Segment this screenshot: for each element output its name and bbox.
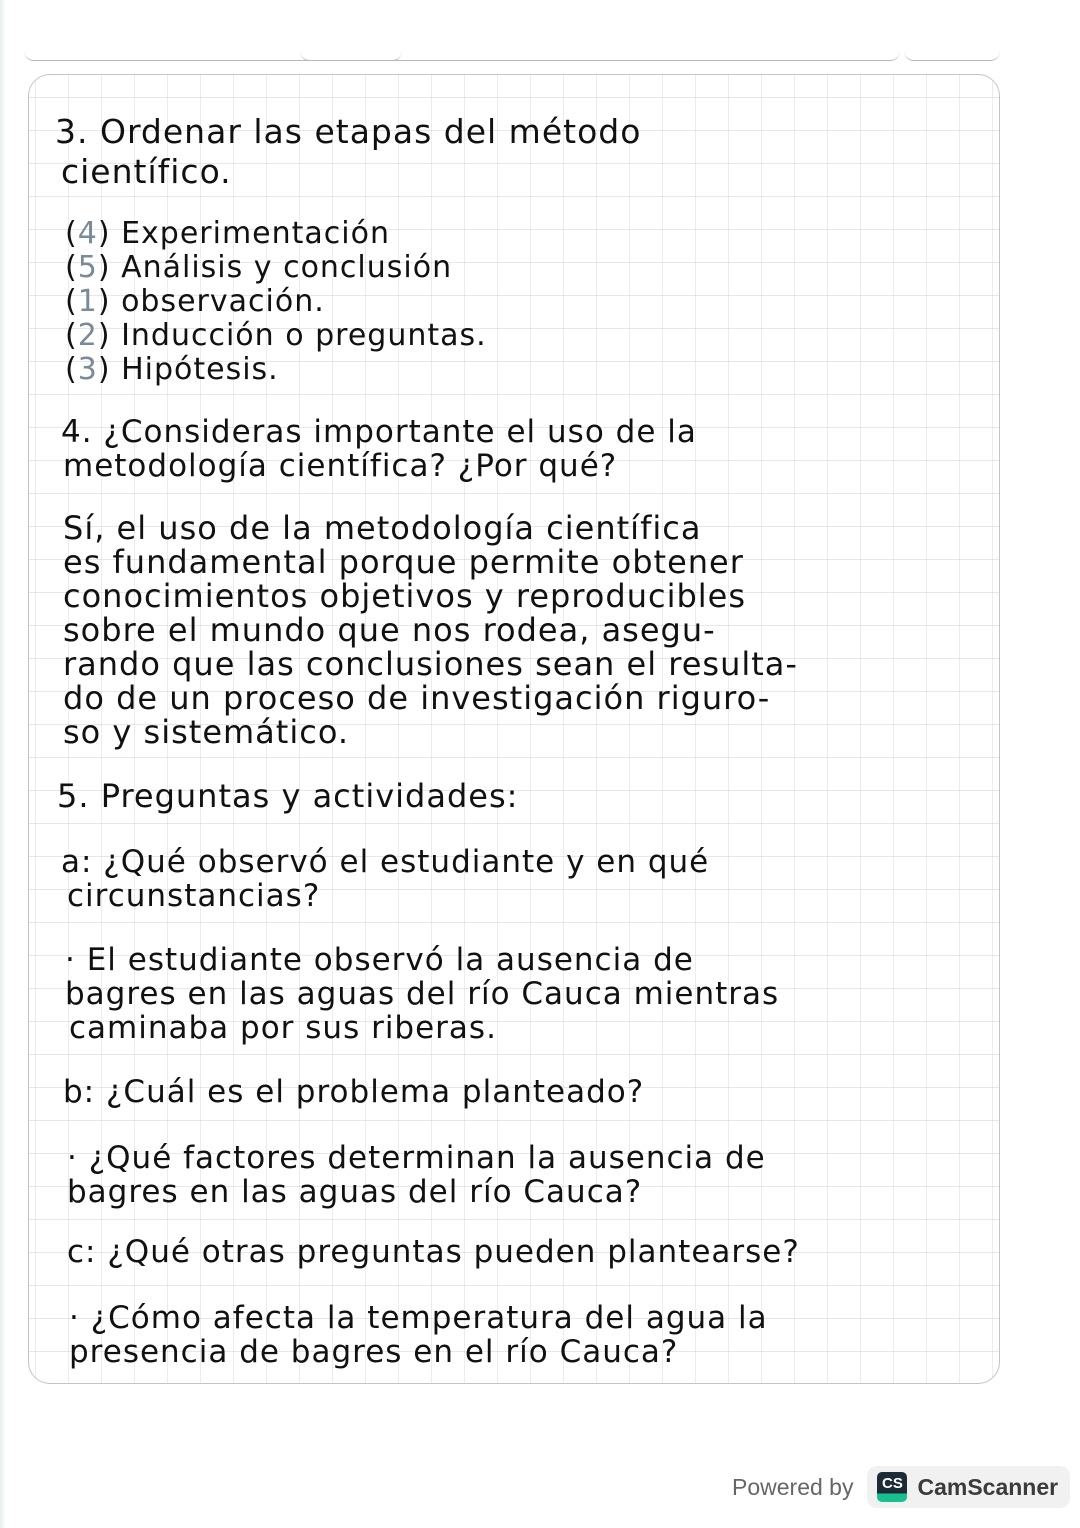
- answer-line: es fundamental porque permite obtener: [63, 543, 744, 581]
- answer-line: rando que las conclusiones sean el resulta-: [63, 645, 798, 683]
- camscanner-brand: CamScanner: [917, 1473, 1059, 1500]
- notebook-page: [28, 74, 1000, 1384]
- item-number: 3: [77, 352, 98, 387]
- list-item: (5) Análisis y conclusión: [65, 250, 453, 285]
- part-b-question: b: ¿Cuál es el problema planteado?: [63, 1074, 645, 1110]
- tab-divider: [904, 38, 1000, 61]
- answer-line: do de un proceso de investigación riguro-: [63, 679, 771, 717]
- camscanner-logo-icon: CS: [877, 1472, 907, 1502]
- part-a-question-line1: a: ¿Qué observó el estudiante y en qué: [61, 844, 710, 880]
- answer-line: Sí, el uso de la metodología científica: [63, 509, 702, 547]
- answer-line: · ¿Cómo afecta la temperatura del agua la: [69, 1300, 768, 1336]
- powered-by-label: Powered by: [732, 1473, 854, 1500]
- list-item: (2) Inducción o preguntas.: [65, 318, 487, 353]
- item-label: Experimentación: [121, 216, 390, 251]
- answer-line: so y sistemático.: [63, 713, 349, 751]
- item-label: observación.: [121, 284, 325, 319]
- answer-line: bagres en las aguas del río Cauca?: [67, 1174, 643, 1210]
- answer-line: presencia de bagres en el río Cauca?: [69, 1334, 679, 1370]
- camscanner-badge: [867, 1466, 1070, 1508]
- list-item: (1) observación.: [65, 284, 325, 319]
- item-label: Análisis y conclusión: [121, 250, 453, 285]
- tab-divider: [300, 38, 900, 61]
- list-item: (3) Hipótesis.: [65, 352, 279, 387]
- part-a-question-line2: circunstancias?: [67, 878, 321, 914]
- answer-line: sobre el mundo que nos rodea, asegu-: [63, 611, 716, 649]
- section5-title: 5. Preguntas y actividades:: [57, 777, 519, 815]
- item-label: Inducción o preguntas.: [121, 318, 487, 353]
- section3-title-line2: científico.: [61, 152, 232, 191]
- part-c-question: c: ¿Qué otras preguntas pueden plantearse?: [67, 1234, 800, 1270]
- answer-line: bagres en las aguas del río Cauca mientras: [65, 976, 780, 1012]
- item-number: 4: [77, 216, 98, 251]
- answer-line: · ¿Qué factores determinan la ausencia de: [67, 1140, 766, 1176]
- section4-question-line1: 4. ¿Consideras importante el uso de la: [61, 414, 697, 450]
- camscanner-watermark: [732, 1466, 1070, 1508]
- item-number: 5: [77, 250, 98, 285]
- notebook-top-tabs: [24, 38, 1024, 78]
- item-number: 2: [77, 318, 98, 353]
- item-label: Hipótesis.: [121, 352, 279, 387]
- answer-line: · El estudiante observó la ausencia de: [65, 942, 694, 978]
- list-item: (4) Experimentación: [65, 216, 390, 251]
- answer-line: caminaba por sus riberas.: [69, 1010, 497, 1046]
- scan-left-edge: [0, 0, 6, 1528]
- answer-line: conocimientos objetivos y reproducibles: [63, 577, 747, 615]
- item-number: 1: [77, 284, 98, 319]
- section3-title-line1: 3. Ordenar las etapas del método: [55, 112, 642, 151]
- section4-question-line2: metodología científica? ¿Por qué?: [63, 448, 618, 484]
